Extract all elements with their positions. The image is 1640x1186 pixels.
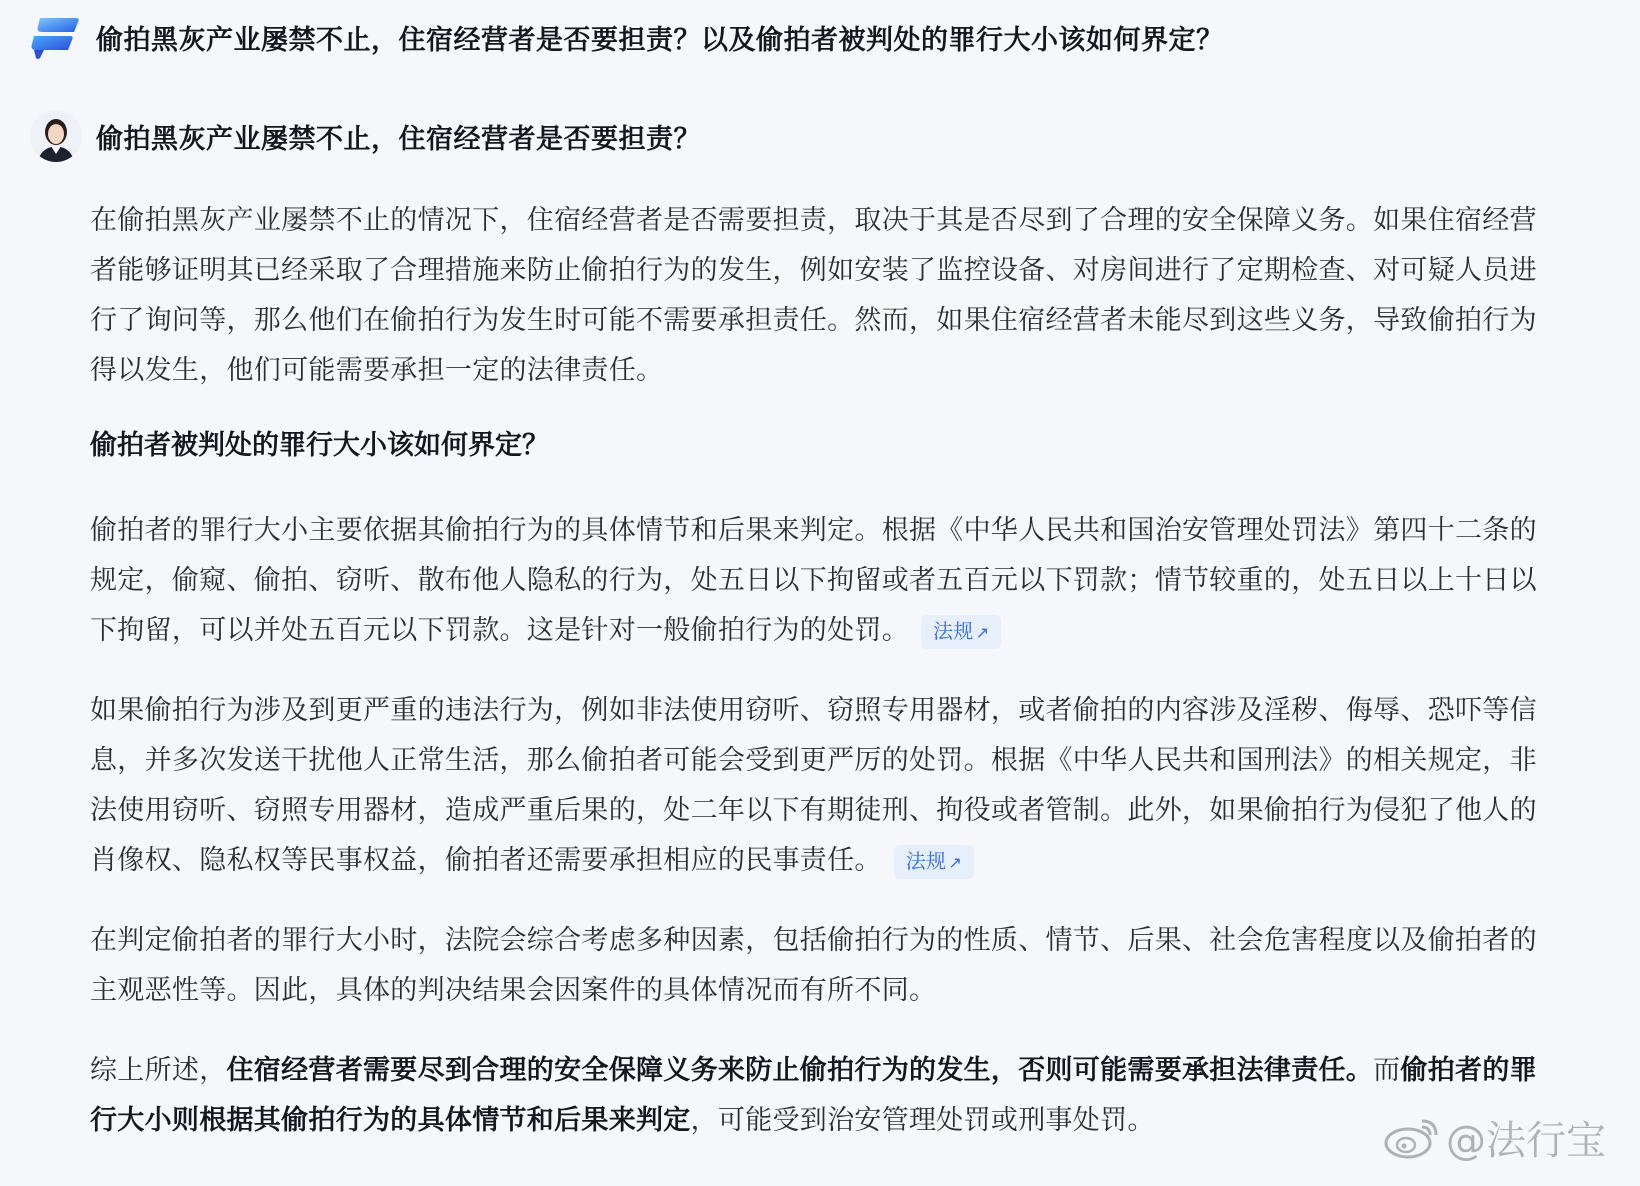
answer-heading: 偷拍黑灰产业屡禁不止，住宿经营者是否要担责？	[96, 123, 701, 155]
summary-mid: 而	[1373, 1055, 1401, 1086]
app-logo-icon	[30, 12, 84, 62]
law-link-label: 法规	[933, 618, 974, 643]
summary-suffix: ，可能受到治安管理处罚或刑事处罚。	[690, 1105, 1155, 1136]
law-link-label: 法规	[905, 848, 947, 873]
summary-bold-text: 住宿经营者需要尽到合理的安全保障义务来防止偷拍行为的发生，否则可能需要承担法律责任。	[226, 1055, 1374, 1086]
law-reference-link[interactable]	[894, 845, 974, 879]
summary-prefix: 综上所述，	[90, 1055, 227, 1086]
answer-paragraph	[90, 686, 1560, 886]
answer-header	[30, 108, 1580, 164]
external-link-icon: ↗	[948, 852, 963, 872]
weibo-icon	[1382, 1115, 1440, 1161]
answer-subheading: 偷拍者被判处的罪行大小该如何界定？	[90, 430, 549, 461]
question-text: 偷拍黑灰产业屡禁不止，住宿经营者是否要担责？以及偷拍者被判处的罪行大小该如何界定？	[96, 24, 1224, 56]
question-row	[30, 12, 1580, 62]
law-reference-link[interactable]	[921, 615, 1001, 649]
paragraph-text: 如果偷拍行为涉及到更严重的违法行为，例如非法使用窃听、窃照专用器材，或者偷拍的内容涉及淫秽、侮辱、恐吓等信息，并多次发送干扰他人正常生活，那么偷拍者可能会受到更严厉的处罚。根据《中华人民共和国刑法》的相关规定，非法使用窃听、窃照专用器材，造成严重后果的，处二年以下有期徒刑、拘役或者管制。此外，如果偷拍行为侵犯了他人的肖像权、隐私权等民事权益，偷拍者还需要承担相应的民事责任。	[90, 695, 1537, 876]
answer-body	[90, 196, 1560, 1176]
assistant-avatar	[30, 110, 82, 162]
watermark-text: @法行宝	[1446, 1118, 1606, 1164]
summary-paragraph	[90, 1046, 1560, 1146]
answer-paragraph: 在偷拍黑灰产业屡禁不止的情况下，住宿经营者是否需要担责，取决于其是否尽到了合理的安全保障义务。如果住宿经营者能够证明其已经采取了合理措施来防止偷拍行为的发生，例如安装了监控设备、对房间进行了定期检查、对可疑人员进行了询问等，那么他们在偷拍行为发生时可能不需要承担责任。然而，如果住宿经营者未能尽到这些义务，导致偷拍行为得以发生，他们可能需要承担一定的法律责任。	[90, 205, 1537, 386]
answer-paragraph	[90, 506, 1560, 656]
paragraph-text: 偷拍者的罪行大小主要依据其偷拍行为的具体情节和后果来判定。根据《中华人民共和国治安管理处罚法》第四十二条的规定，偷窥、偷拍、窃听、散布他人隐私的行为，处五日以下拘留或者五百元以下罚款；情节较重的，处五日以上十日以下拘留，可以并处五百元以下罚款。这是针对一般偷拍行为的处罚。	[90, 515, 1537, 646]
summary-bold-text: 偷拍者的罪行大小则根据其偷拍行为的具体情节和后果来判定	[90, 1055, 1537, 1136]
answer-paragraph: 在判定偷拍者的罪行大小时，法院会综合考虑多种因素，包括偷拍行为的性质、情节、后果、社会危害程度以及偷拍者的主观恶性等。因此，具体的判决结果会因案件的具体情况而有所不同。	[90, 925, 1537, 1006]
watermark	[1382, 1109, 1606, 1166]
external-link-icon: ↗	[975, 622, 990, 642]
